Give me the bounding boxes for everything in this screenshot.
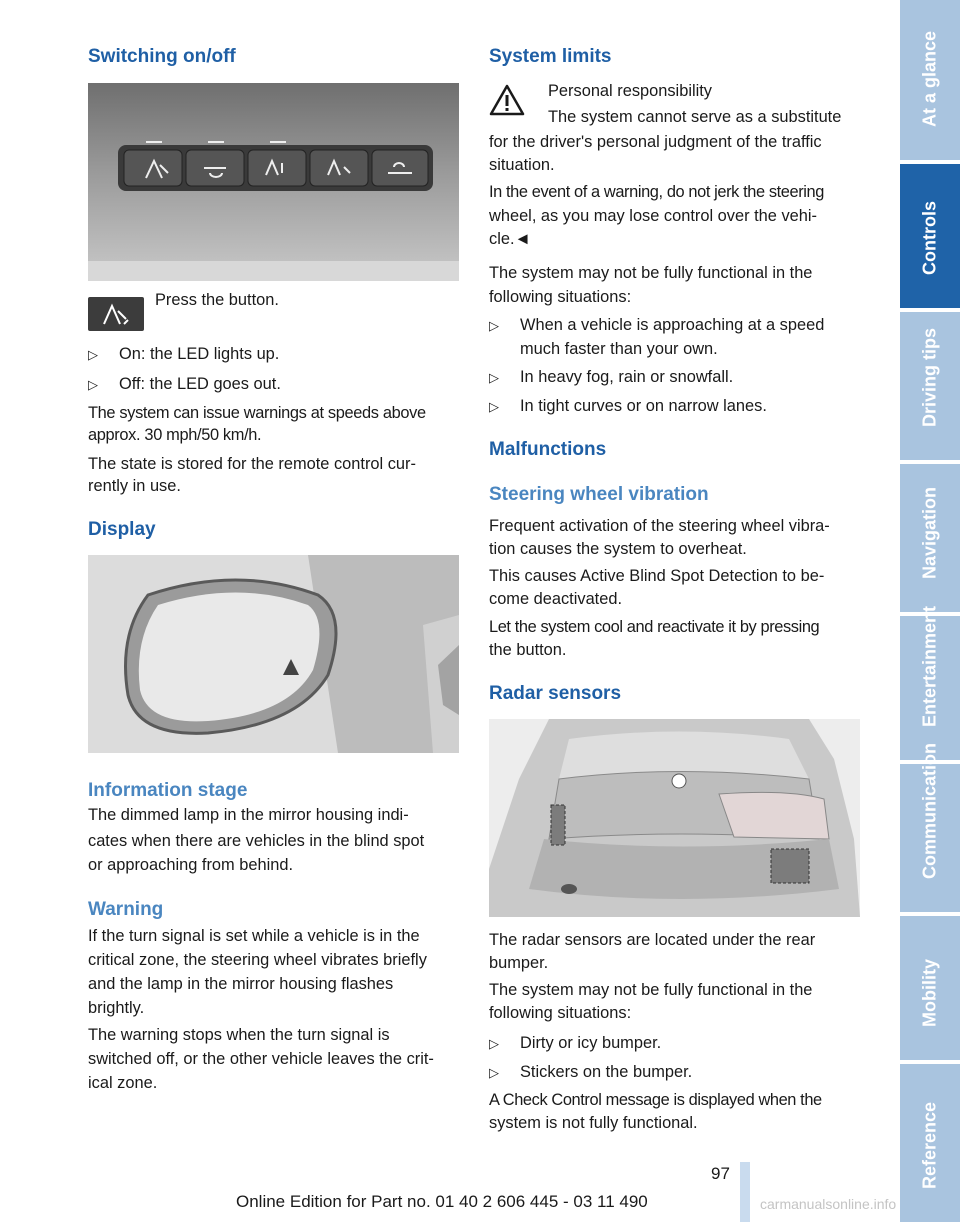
warning-stop-line: ical zone. <box>88 1074 158 1092</box>
heading-malfunctions: Malfunctions <box>489 439 607 460</box>
bullet-icon: ▷ <box>489 399 499 414</box>
cool-text-line: Let the system cool and reactivate it by pressing <box>489 618 820 636</box>
warning-stop-line: The warning stops when the turn signal is <box>88 1026 390 1044</box>
jerk-text-line: cle.◄ <box>489 230 531 248</box>
state-text-line: rently in use. <box>88 476 181 495</box>
warning-text-line: critical zone, the steering wheel vibrates briefly <box>88 951 427 969</box>
heading-radar-sensors: Radar sensors <box>489 683 622 704</box>
info-text-line: cates when there are vehicles in the blind spot <box>88 832 425 850</box>
jerk-text-line: In the event of a warning, do not jerk the steering <box>489 183 824 201</box>
press-button-text: Press the button. <box>155 291 279 309</box>
responsibility-text-line: for the driver's personal judgment of the traffic <box>489 133 822 151</box>
bullet-icon: ▷ <box>88 347 98 362</box>
bullet-icon: ▷ <box>489 318 499 333</box>
tab-navigation[interactable]: Navigation <box>900 464 960 612</box>
responsibility-title: Personal responsibility <box>548 82 712 100</box>
vib-text-line: Frequent activation of the steering wheel vibra‐ <box>489 517 830 535</box>
heading-display: Display <box>88 519 156 540</box>
radar-location-line: The radar sensors are located under the rear <box>489 931 816 949</box>
check-control-line: system is not fully functional. <box>489 1114 698 1132</box>
watermark: carmanualsonline.info <box>760 1196 897 1212</box>
page-number: 97 <box>711 1164 730 1183</box>
radar-location-line: bumper. <box>489 954 549 972</box>
responsibility-text-line: situation. <box>489 156 555 174</box>
mirror-image <box>88 555 459 753</box>
button-panel-image <box>88 83 459 281</box>
state-text-line: The state is stored for the remote control cur‐ <box>88 455 416 473</box>
bullet-icon: ▷ <box>88 377 98 392</box>
check-control-line: A Check Control message is displayed when the <box>489 1091 822 1109</box>
list-item: ▷ When a vehicle is approaching at a speed much faster than your own. <box>489 316 825 358</box>
heading-system-limits: System limits <box>489 46 612 67</box>
tab-driving-tips[interactable]: Driving tips <box>900 312 960 460</box>
footer-text: Online Edition for Part no. 01 40 2 606 445 - 03 11 490 <box>236 1192 648 1211</box>
limits-intro-line: The system may not be fully functional in the <box>489 264 813 282</box>
limits-intro-line: following situations: <box>489 288 632 306</box>
tab-mobility[interactable]: Mobility <box>900 916 960 1060</box>
heading-information-stage: Information stage <box>88 780 248 801</box>
speed-text: The system can issue warnings at speeds above approx. 30 mph/50 km/h. <box>88 404 426 444</box>
radar-intro-line: following situations: <box>489 1004 632 1022</box>
tab-at-a-glance[interactable]: At a glance <box>900 0 960 160</box>
warning-text-line: brightly. <box>88 999 145 1017</box>
warning-text-line: If the turn signal is set while a vehicle is in the <box>88 927 420 945</box>
heading-steering-vibration: Steering wheel vibration <box>489 484 709 505</box>
warning-triangle-icon <box>489 84 525 116</box>
info-text-line: or approaching from behind. <box>88 856 294 874</box>
heading-warning: Warning <box>88 899 164 920</box>
vib-text-line: tion causes the system to overheat. <box>489 540 747 558</box>
cool-text-line: the button. <box>489 641 567 659</box>
deact-text-line: come deactivated. <box>489 590 623 608</box>
bullet-icon: ▷ <box>489 1036 499 1051</box>
tab-communication[interactable]: Communication <box>900 764 960 912</box>
tab-reference[interactable]: Reference <box>900 1064 960 1222</box>
bullet-icon: ▷ <box>489 1065 499 1080</box>
warning-stop-line: switched off, or the other vehicle leaves the crit‐ <box>88 1050 434 1068</box>
jerk-text-line: wheel, as you may lose control over the vehi‐ <box>489 207 817 225</box>
radar-intro-line: The system may not be fully functional in the <box>489 981 813 999</box>
heading-switching: Switching on/off <box>88 46 236 67</box>
responsibility-text-line: The system cannot serve as a substitute <box>548 108 842 126</box>
tab-entertainment[interactable]: Entertainment <box>900 616 960 760</box>
warning-text-line: and the lamp in the mirror housing flashes <box>88 975 394 993</box>
bullet-icon: ▷ <box>489 370 499 385</box>
deact-text-line: This causes Active Blind Spot Detection to be‐ <box>489 567 825 585</box>
info-text-line: The dimmed lamp in the mirror housing indi‐ <box>88 806 409 824</box>
page-bar <box>740 1162 750 1222</box>
car-rear-image <box>489 719 860 917</box>
tab-controls[interactable]: Controls <box>900 164 960 308</box>
lane-button-icon <box>88 297 144 331</box>
